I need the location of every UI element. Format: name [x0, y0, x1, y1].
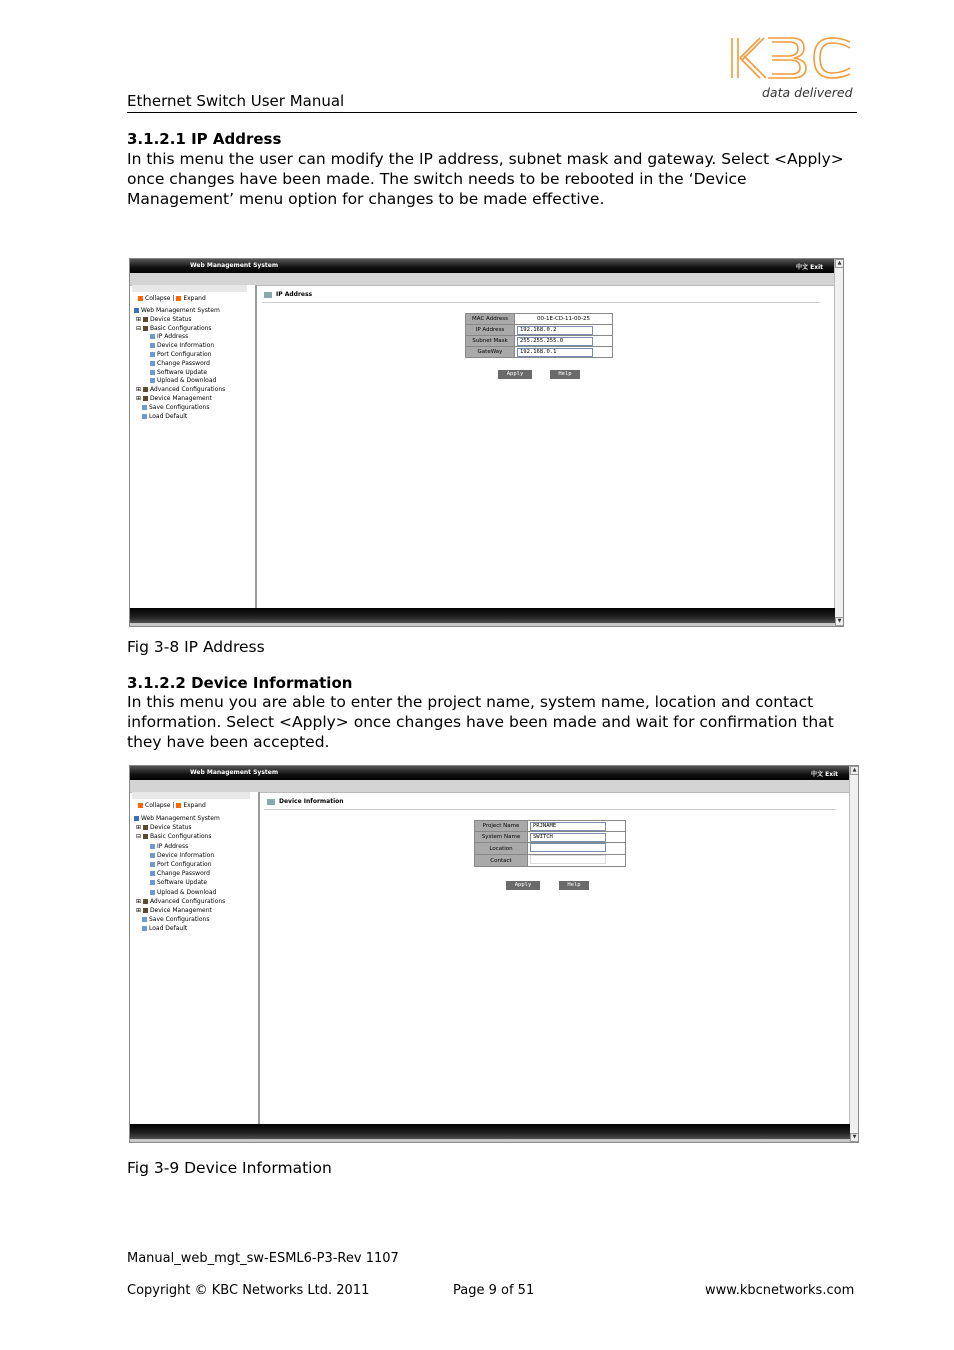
tree-item-advanced-config[interactable]: ⊞ Advanced Configurations — [136, 897, 226, 905]
section-body-ip-address: In this menu the user can modify the IP address, subnet mask and gateway. Select <Apply> once changes have been made. The switch needs to be rebooted in the ‘Device Management’ menu option for changes to be made effective. — [127, 150, 844, 208]
vertical-scrollbar[interactable] — [834, 259, 843, 626]
top-bar — [130, 259, 835, 273]
tree-item-save-config[interactable]: Save Configurations — [134, 404, 225, 413]
form-row — [466, 347, 613, 358]
content-title: Device Information — [267, 798, 344, 805]
tree-item-load-default[interactable]: Load Default — [134, 413, 225, 422]
system-title: Web Management System — [190, 262, 279, 269]
tree-item-basic-config[interactable]: ⊟ Basic Configurations — [136, 324, 212, 332]
language-exit-links[interactable]: 中文 Exit — [796, 264, 823, 271]
form-row — [466, 325, 613, 336]
page-icon — [150, 334, 155, 339]
book-icon — [143, 387, 148, 392]
tree-item-device-info[interactable]: Device Information — [134, 851, 225, 860]
apply-button[interactable]: Apply — [498, 370, 532, 379]
help-button[interactable]: Help — [559, 881, 589, 890]
tree-item-device-management[interactable]: ⊞ Device Management — [136, 394, 212, 402]
content-rule — [262, 302, 820, 303]
tree-item-advanced-config[interactable]: ⊞ Advanced Configurations — [136, 386, 226, 394]
logo-tagline: data delivered — [762, 85, 853, 100]
apply-button[interactable]: Apply — [506, 881, 540, 890]
tree-item-port-config[interactable]: Port Configuration — [134, 860, 225, 869]
page-icon — [150, 844, 155, 849]
ip-address-form — [465, 313, 613, 358]
book-icon — [143, 396, 148, 401]
device-information-form — [474, 820, 626, 867]
page-icon — [150, 871, 155, 876]
document-header-title: Ethernet Switch User Manual — [127, 92, 345, 110]
computer-icon — [134, 308, 139, 313]
book-icon — [143, 834, 148, 839]
field-label: Subnet Mask — [466, 336, 515, 347]
page-icon — [150, 862, 155, 867]
book-icon — [143, 317, 148, 322]
page-icon — [150, 370, 155, 375]
tree-item-port-config[interactable]: Port Configuration — [134, 351, 225, 360]
page-icon — [150, 853, 155, 858]
form-row — [466, 314, 613, 325]
collapse-link[interactable]: Collapse — [145, 295, 171, 302]
collapse-icon — [138, 296, 143, 301]
footer-copyright: Copyright © KBC Networks Ltd. 2011 — [127, 1283, 370, 1298]
footer-page-number: Page 9 of 51 — [453, 1283, 535, 1298]
computer-icon — [134, 816, 139, 821]
vertical-scrollbar[interactable] — [849, 766, 858, 1142]
section-heading-device-information: 3.1.2.2 Device Information — [127, 674, 353, 692]
tree-item-basic-config[interactable]: ⊟ Basic Configurations — [136, 833, 212, 841]
tree-item-device-info[interactable]: Device Information — [134, 342, 225, 351]
location-input[interactable] — [530, 843, 606, 852]
tree-item-device-status[interactable]: ⊞ Device Status — [136, 315, 192, 323]
field-label: System Name — [475, 832, 528, 843]
nav-tree — [134, 814, 225, 934]
gateway-input[interactable]: 192.168.0.1 — [517, 348, 593, 357]
help-button[interactable]: Help — [550, 370, 580, 379]
footer-website[interactable]: www.kbcnetworks.com — [705, 1283, 855, 1298]
page-icon — [150, 378, 155, 383]
field-label: Project Name — [475, 821, 528, 832]
nav-tree — [134, 307, 225, 421]
page-icon — [150, 361, 155, 366]
page-icon — [150, 352, 155, 357]
ip-address-input[interactable]: 192.168.0.2 — [517, 326, 593, 335]
device-information-screenshot — [129, 765, 859, 1143]
bottom-bar — [130, 1124, 850, 1142]
collapse-expand[interactable]: Collapse | Expand — [138, 802, 206, 809]
page-icon — [142, 405, 147, 410]
book-icon — [143, 326, 148, 331]
expand-icon — [176, 296, 181, 301]
tree-item-software-update[interactable]: Software Update — [134, 878, 225, 887]
subnet-mask-input[interactable]: 255.255.255.0 — [517, 337, 593, 346]
tree-item-ip-address[interactable]: IP Address — [134, 333, 225, 342]
page-icon — [150, 880, 155, 885]
tree-item-upload-download[interactable]: Upload & Download — [134, 888, 225, 897]
tree-item-save-config[interactable]: Save Configurations — [134, 915, 225, 924]
page-icon — [150, 890, 155, 895]
field-label: MAC Address — [466, 314, 515, 325]
form-row — [475, 832, 626, 843]
system-title: Web Management System — [190, 769, 279, 776]
content-rule — [264, 809, 836, 810]
form-row — [475, 855, 626, 867]
page-icon — [142, 917, 147, 922]
tree-root[interactable]: Web Management System — [134, 307, 225, 316]
content-title: IP Address — [264, 291, 312, 298]
expand-link[interactable]: Expand — [183, 295, 206, 302]
tree-item-upload-download[interactable]: Upload & Download — [134, 377, 225, 386]
left-nav-pane — [132, 285, 257, 608]
tree-item-change-password[interactable]: Change Password — [134, 360, 225, 369]
form-row — [475, 843, 626, 855]
tree-item-device-management[interactable]: ⊞ Device Management — [136, 907, 212, 915]
book-icon — [143, 908, 148, 913]
page-icon — [150, 343, 155, 348]
expand-icon — [176, 803, 181, 808]
ip-address-screenshot — [129, 258, 844, 627]
scroll-down-icon[interactable]: ▼ — [835, 617, 844, 626]
page-flag-icon — [267, 799, 275, 805]
book-icon — [143, 825, 148, 830]
tree-root[interactable]: Web Management System — [134, 814, 225, 823]
form-row — [475, 821, 626, 832]
tree-item-software-update[interactable]: Software Update — [134, 369, 225, 378]
tree-item-load-default[interactable]: Load Default — [134, 924, 225, 933]
figure-caption-device-information: Fig 3-9 Device Information — [127, 1159, 332, 1177]
page-icon — [142, 414, 147, 419]
page-flag-icon — [264, 292, 272, 298]
tree-item-device-status[interactable]: ⊞ Device Status — [136, 824, 192, 832]
page-icon — [142, 926, 147, 931]
field-label: Contact — [475, 855, 528, 867]
scroll-up-icon[interactable]: ▲ — [835, 259, 844, 268]
section-body-device-information: In this menu you are able to enter the project name, system name, location and contact information. Select <Apply> once changes have been made and wait for confirmation that they have been accepted. — [127, 693, 834, 751]
book-icon — [143, 899, 148, 904]
language-exit-links[interactable]: 中文 Exit — [811, 771, 838, 778]
collapse-expand[interactable]: Collapse | Expand — [138, 295, 206, 302]
expand-link[interactable]: Expand — [183, 802, 206, 809]
top-bar — [130, 766, 850, 780]
contact-input[interactable] — [530, 855, 606, 864]
system-name-input[interactable]: SWITCH — [530, 833, 606, 842]
tree-item-change-password[interactable]: Change Password — [134, 869, 225, 878]
header-rule — [127, 112, 857, 113]
field-label: GateWay — [466, 347, 515, 358]
mac-address-value: 00-1E-CD-11-00-25 — [515, 314, 613, 325]
project-name-input[interactable]: PRJNAME — [530, 822, 606, 831]
tree-item-ip-address[interactable]: IP Address — [134, 842, 225, 851]
scroll-down-icon[interactable]: ▼ — [850, 1133, 859, 1142]
collapse-link[interactable]: Collapse — [145, 802, 171, 809]
figure-caption-ip-address: Fig 3-8 IP Address — [127, 638, 265, 656]
field-label: IP Address — [466, 325, 515, 336]
field-label: Location — [475, 843, 528, 855]
footer-doc-id: Manual_web_mgt_sw-ESML6-P3-Rev 1107 — [127, 1251, 399, 1266]
bottom-bar — [130, 608, 835, 626]
form-row — [466, 336, 613, 347]
collapse-icon — [138, 803, 143, 808]
scroll-up-icon[interactable]: ▲ — [850, 766, 859, 775]
section-heading-ip-address: 3.1.2.1 IP Address — [127, 130, 282, 148]
left-nav-pane — [132, 792, 260, 1124]
